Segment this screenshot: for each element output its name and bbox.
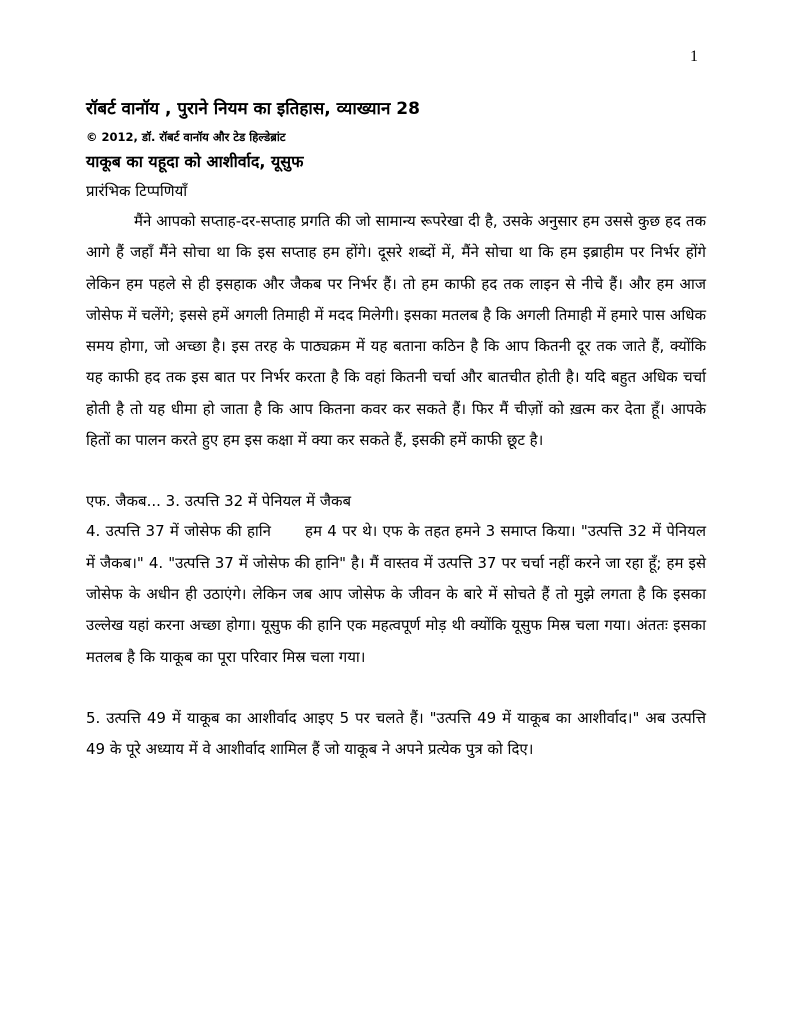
document-body xyxy=(86,92,706,765)
section-4-text: हम 4 पर थे। एफ के तहत हमने 3 समाप्त किया। "उत्पत्ति 32 में पेनियल में जैकब।" 4. "उत्पत्ति 37 में जोसेफ की हानि" है। मैं वास्तव में उत्पत्ति 37 पर चर्चा नहीं करने जा रहा हूँ; हम इसे जोसेफ के अधीन ही उठाएंगे। लेकिन जब आप जोसेफ के जीवन के बारे में सोचते हैं तो मुझे लगता है कि इसका उल्लेख यहां करना अच्छा होगा। यूसुफ की हानि एक महत्वपूर्ण मोड़ थी क्योंकि यूसुफ मिस्र चला गया। अंततः इसका मतलब है कि याकूब का पूरा परिवार मिस्र चला गया। xyxy=(86,522,706,666)
section-4-paragraph xyxy=(86,516,706,672)
section-4-label: 4. उत्पत्ति 37 में जोसेफ की हानि xyxy=(86,522,272,541)
section-gap xyxy=(86,456,706,486)
intro-paragraph: मैंने आपको सप्ताह-दर-सप्ताह प्रगति की जो सामान्य रूपरेखा दी है, उसके अनुसार हम उससे कुछ हद तक आगे हैं जहाँ मैंने सोचा था कि इस सप्ताह हम होंगे। दूसरे शब्दों में, मैंने सोचा था कि हम इब्राहीम पर निर्भर होंगे लेकिन हम पहले से ही इसहाक और जैकब पर निर्भर हैं। तो हम काफी हद तक लाइन से नीचे हैं। और हम आज जोसेफ में चलेंगे; इससे हमें अगली तिमाही में मदद मिलेगी। इसका मतलब है कि अगली तिमाही में हमारे पास अधिक समय होगा, जो अच्छा है। इस तरह के पाठ्यक्रम में यह बताना कठिन है कि आप कितनी दूर तक जाते हैं, क्योंकि यह काफी हद तक इस बात पर निर्भर करता है कि वहां कितनी चर्चा और बातचीत होती है। यदि बहुत अधिक चर्चा होती है तो यह धीमा हो जाता है कि आप कितना कवर कर सकते हैं। फिर मैं चीज़ों को ख़त्म कर देता हूँ। आपके हितों का पालन करते हुए हम इस कक्षा में क्या कर सकते हैं, इसकी हमें काफी छूट है। xyxy=(86,212,706,450)
section-3-heading: एफ. जैकब... 3. उत्पत्ति 32 में पेनियल में जैकब xyxy=(86,492,352,511)
lecture-title: रॉबर्ट वानॉय , पुराने नियम का इतिहास, व्याख्यान 28 xyxy=(86,99,420,119)
section-5-paragraph: 5. उत्पत्ति 49 में याकूब का आशीर्वाद आइए 5 पर चलते हैं। "उत्पत्ति 49 में याकूब का आशीर्वाद।" अब उत्पत्ति 49 के पूरे अध्याय में वे आशीर्वाद शामिल हैं जो याकूब ने अपने प्रत्येक पुत्र को दिए। xyxy=(86,708,706,759)
intro-heading: प्रारंभिक टिप्पणियाँ xyxy=(86,182,188,200)
page-number: 1 xyxy=(690,48,698,65)
lecture-subtitle: याकूब का यहूदा को आशीर्वाद, यूसुफ xyxy=(86,152,304,171)
copyright-line: © 2012, डॉ. रॉबर्ट वानॉय और टेड हिल्डेब्रांट xyxy=(86,130,286,144)
section-gap xyxy=(86,673,706,703)
